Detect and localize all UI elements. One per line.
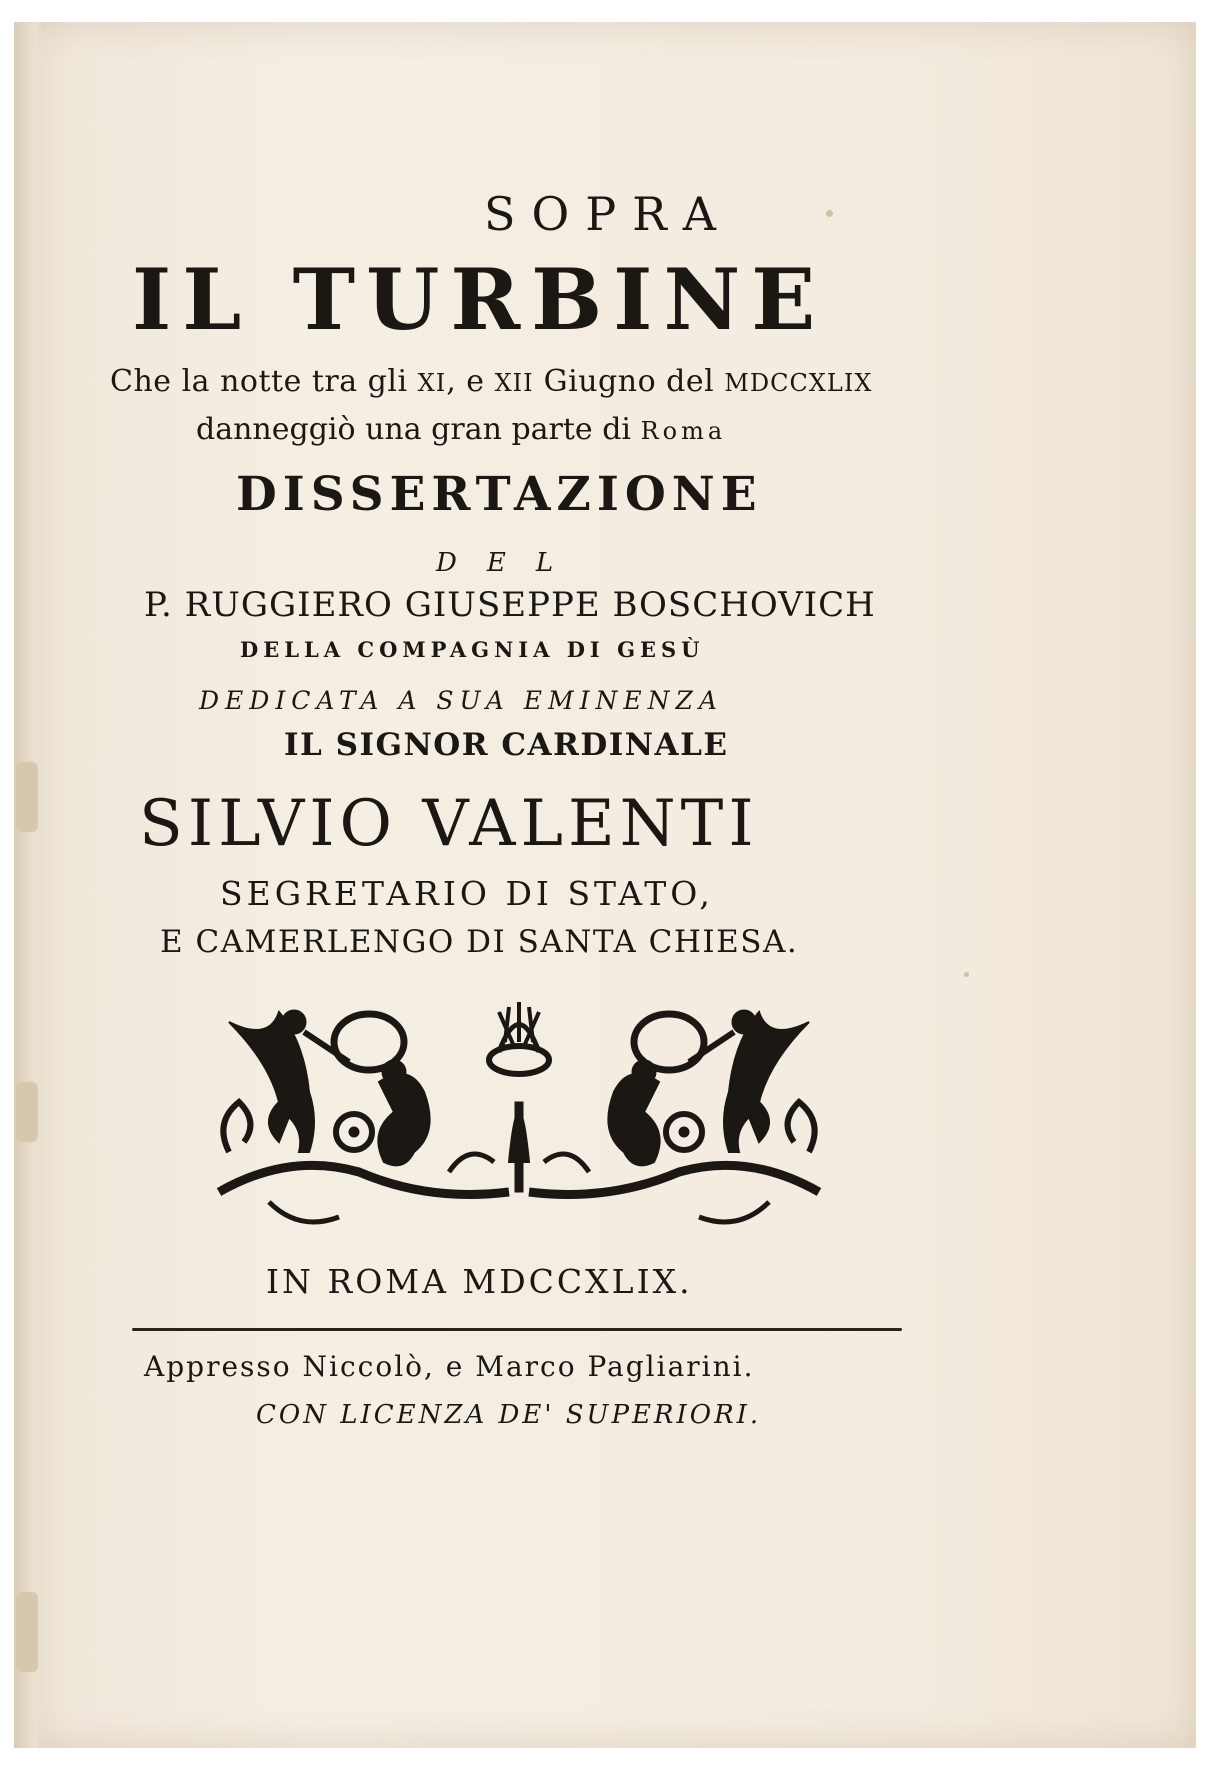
dedicatee-office-2: E CAMERLENGO DI SANTA CHIESA.	[160, 924, 799, 960]
subtitle-text: , e	[446, 364, 495, 399]
foxing-spot	[964, 972, 969, 977]
printer-line: Appresso Niccolò, e Marco Pagliarini.	[144, 1350, 755, 1383]
dedicatee-name: SILVIO VALENTI	[139, 787, 759, 861]
binding-thread-mark	[16, 762, 38, 832]
author-name: P. RUGGIERO GIUSEPPE BOSCHOVICH	[144, 585, 876, 625]
imprint-place-date: IN ROMA MDCCXLIX.	[266, 1262, 693, 1301]
book-spine-edge	[14, 22, 44, 1748]
author-affiliation: DELLA COMPAGNIA DI GESÙ	[240, 637, 705, 662]
dedication-line: DEDICATA A SUA EMINENZA	[199, 686, 723, 715]
licence-line: CON LICENZA DE' SUPERIORI.	[256, 1400, 762, 1430]
dissertazione-heading: DISSERTAZIONE	[236, 467, 763, 522]
place-name: Roma	[640, 417, 727, 445]
subtitle-line-1	[110, 364, 910, 399]
day-numeral: XI	[417, 369, 447, 397]
title-page	[14, 22, 1196, 1748]
binding-thread-mark	[16, 1592, 38, 1672]
foxing-spot	[826, 210, 833, 217]
dedicatee-office-1: SEGRETARIO DI STATO,	[220, 874, 714, 913]
subtitle-text: Che la notte tra gli	[110, 364, 418, 399]
binding-thread-mark	[16, 1082, 38, 1142]
day-numeral: XII	[494, 369, 534, 397]
main-title: IL TURBINE	[132, 250, 827, 349]
woodcut-ornament-icon	[209, 1002, 829, 1232]
del-word: DEL	[436, 548, 584, 578]
subtitle-text: danneggiò una gran parte di	[196, 412, 641, 447]
imprint-rule-divider	[132, 1328, 902, 1331]
dedicatee-title: IL SIGNOR CARDINALE	[284, 727, 729, 763]
subtitle-line-2	[196, 412, 816, 447]
year-numeral: MDCCXLIX	[724, 369, 873, 397]
subtitle-text: Giugno del	[533, 364, 725, 399]
title-sopra: SOPRA	[484, 187, 733, 241]
